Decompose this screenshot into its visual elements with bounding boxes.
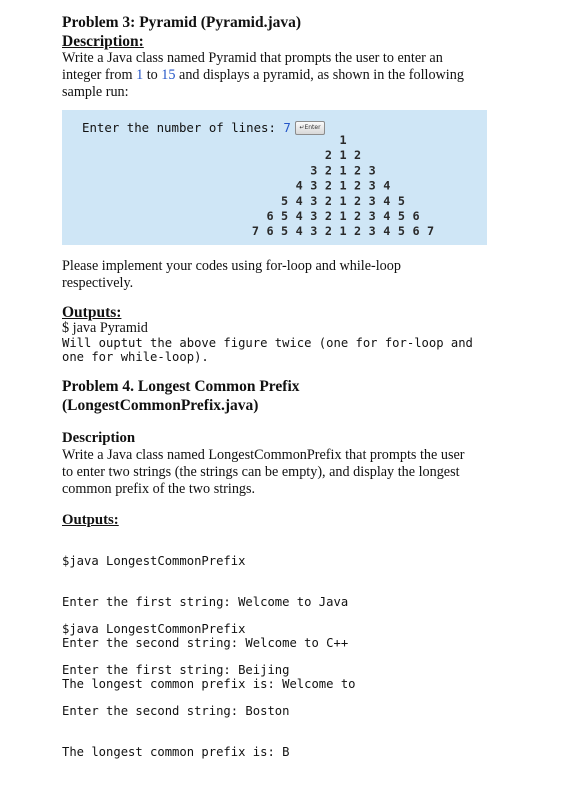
pyramid-digit: 3 [310,163,318,178]
pyramid-digit: 2 [354,209,362,223]
pyramid-digit: 2 [354,224,362,239]
prompt-text: Enter the number of lines: [82,120,284,135]
run2-line-1: $java LongestCommonPrefix [62,622,246,637]
pyramid-digit: 2 [324,178,332,193]
pyramid-digit: 3 [368,193,376,208]
pyramid-digit: 6 [412,209,420,223]
pyramid-digit: 4 [295,193,303,208]
p4-desc-line-1: Write a Java class named LongestCommonPrefix that prompts the user [62,447,465,463]
pyramid-digit: 3 [368,224,376,239]
pyramid-digit: 4 [383,224,391,239]
pyramid-digit: 4 [295,224,303,239]
pyramid-digit: 7 [427,224,435,239]
problem3-description-heading: Description: [62,33,144,50]
pyramid-digit: 1 [339,178,347,193]
run1-line-4: The longest common prefix is: Welcome to [62,676,356,691]
problem4-description-heading: Description [62,430,136,446]
pyramid-digit: 7 [251,224,259,239]
pyramid-digit: 1 [339,209,347,223]
implementation-note [62,258,401,292]
out-line-2: Will ouptut the above figure twice (one for for-loop and [62,336,473,350]
pyramid-digit: 5 [281,209,289,223]
problem3-output-note [62,337,473,364]
desc-line-2-mid: to [143,67,162,83]
impl-line-1: Please implement your codes using for-loop and while-loop [62,258,401,274]
problem3-description [62,50,464,101]
pyramid-digit: 1 [339,133,347,147]
pyramid-digit: 2 [324,163,332,178]
problem4-description [62,447,465,498]
enter-key-icon: ↵Enter [295,121,325,135]
out-line-3: one for while-loop). [62,349,209,364]
pyramid-digit: 3 [368,178,376,193]
pyramid-digit: 3 [310,224,318,239]
pyramid-digit: 2 [354,148,362,163]
pyramid-digit: 5 [281,193,289,208]
pyramid-digit: 2 [324,193,332,208]
run2-line-3: Enter the second string: Boston [62,703,290,718]
desc-line-1: Write a Java class named Pyramid that prompts the user to enter an [62,50,443,66]
pyramid-digit: 2 [324,209,332,223]
problem4-title-line-1: Problem 4. Longest Common Prefix [62,378,300,395]
prompt-input-value: 7 [283,120,291,135]
pyramid-digit: 5 [397,224,405,239]
pyramid-digit: 2 [324,224,332,239]
problem4-title-line-2: (LongestCommonPrefix.java) [62,397,259,414]
run1-line-3: Enter the second string: Welcome to C++ [62,635,349,650]
pyramid-digit: 1 [339,163,347,178]
pyramid-digit: 3 [310,209,318,223]
problem3-run-command: $ java Pyramid [62,320,148,336]
p4-desc-line-3: common prefix of the two strings. [62,481,256,497]
pyramid-digit: 1 [339,193,347,208]
desc-line-2 [62,67,464,84]
sample-run-box [62,110,487,245]
pyramid-digit: 2 [354,193,362,208]
pyramid-digit: 5 [281,224,289,239]
run1-line-1: $java LongestCommonPrefix [62,554,246,569]
pyramid-digit: 6 [266,209,274,223]
pyramid-digit: 5 [397,209,405,223]
problem4-outputs-heading: Outputs: [62,512,119,528]
pyramid-digit: 5 [397,193,405,208]
pyramid-digit: 2 [354,163,362,178]
impl-line-2: respectively. [62,275,134,291]
pyramid-digit: 3 [368,163,376,178]
pyramid-digit: 6 [412,224,420,239]
range-from: 1 [136,67,144,83]
pyramid-digit: 4 [295,209,303,223]
run1-line-2: Enter the first string: Welcome to Java [62,594,349,609]
pyramid-digit: 3 [368,209,376,223]
pyramid-digit: 4 [383,193,391,208]
pyramid-digit: 2 [324,148,332,163]
problem3-title: Problem 3: Pyramid (Pyramid.java) [62,14,302,31]
pyramid-digit: 6 [266,224,274,239]
pyramid-digit: 1 [339,224,347,239]
problem4-run-2 [62,596,289,786]
range-to: 15 [161,67,176,83]
pyramid-digit: 3 [310,178,318,193]
desc-line-3: sample run: [62,84,129,100]
problem3-outputs-heading: Outputs: [62,304,122,321]
pyramid-digit: 4 [383,178,391,193]
pyramid-digit: 2 [354,178,362,193]
run2-line-2: Enter the first string: Beijing [62,662,290,677]
desc-line-2-post: and displays a pyramid, as shown in the following [175,67,464,83]
pyramid-digit: 1 [339,148,347,163]
pyramid-digit: 4 [383,209,391,223]
run2-line-4: The longest common prefix is: B [62,744,290,759]
pyramid-digit: 4 [295,178,303,193]
pyramid-output [62,110,487,245]
pyramid-digit: 3 [310,193,318,208]
p4-desc-line-2: to enter two strings (the strings can be empty), and display the longest [62,464,460,480]
desc-line-2-pre: integer from [62,67,137,83]
